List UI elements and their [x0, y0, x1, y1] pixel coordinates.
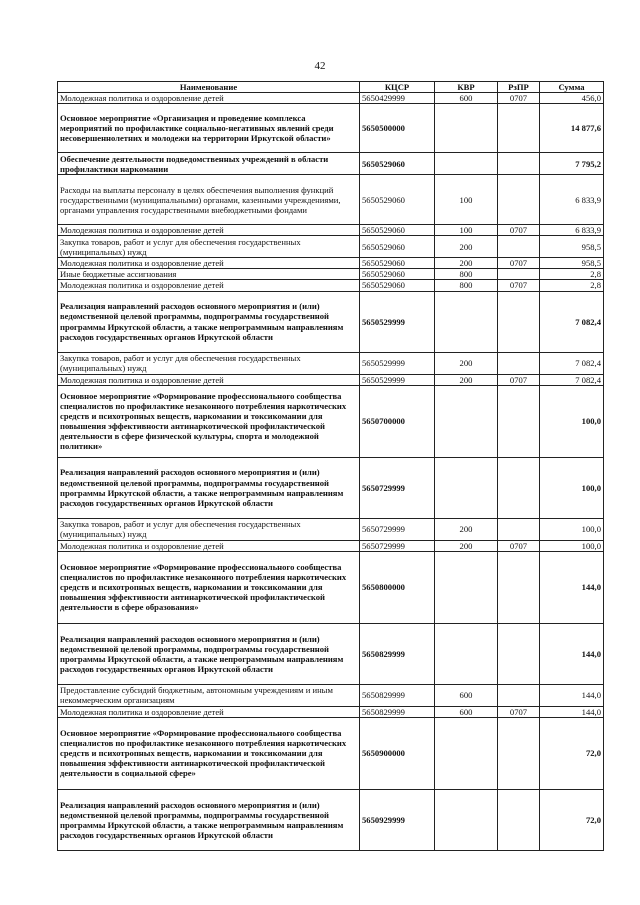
header-rzpr: РзПР [498, 82, 540, 93]
table-row [58, 93, 604, 104]
table-row [58, 104, 604, 153]
cell-kcsr: 5650529060 [360, 175, 435, 225]
table-row [58, 684, 604, 706]
cell-rzpr [498, 518, 540, 540]
cell-kvr: 200 [435, 518, 498, 540]
cell-kvr: 100 [435, 225, 498, 236]
table-row [58, 706, 604, 717]
cell-rzpr: 0707 [498, 258, 540, 269]
cell-kcsr: 5650829999 [360, 684, 435, 706]
cell-sum: 456,0 [540, 93, 604, 104]
cell-name: Молодежная политика и оздоровление детей [58, 374, 360, 385]
cell-kvr: 600 [435, 684, 498, 706]
cell-kcsr: 5650800000 [360, 551, 435, 623]
table-row [58, 385, 604, 457]
cell-rzpr [498, 153, 540, 175]
cell-kvr [435, 623, 498, 684]
cell-kcsr: 5650529060 [360, 153, 435, 175]
cell-sum: 100,0 [540, 385, 604, 457]
cell-kcsr: 5650529999 [360, 374, 435, 385]
cell-kvr: 200 [435, 258, 498, 269]
cell-kvr: 200 [435, 236, 498, 258]
cell-sum: 144,0 [540, 684, 604, 706]
table-row [58, 280, 604, 291]
cell-sum: 7 082,4 [540, 374, 604, 385]
cell-rzpr [498, 104, 540, 153]
cell-kcsr: 5650929999 [360, 789, 435, 850]
cell-kcsr: 5650829999 [360, 706, 435, 717]
table-row [58, 225, 604, 236]
cell-kcsr: 5650729999 [360, 540, 435, 551]
cell-rzpr [498, 551, 540, 623]
cell-kvr: 600 [435, 706, 498, 717]
cell-rzpr: 0707 [498, 225, 540, 236]
table-row [58, 258, 604, 269]
cell-kcsr: 5650529999 [360, 352, 435, 374]
header-kvr: КВР [435, 82, 498, 93]
cell-rzpr [498, 457, 540, 518]
cell-sum: 100,0 [540, 457, 604, 518]
cell-rzpr: 0707 [498, 93, 540, 104]
cell-kvr: 200 [435, 374, 498, 385]
cell-name: Основное мероприятие «Формирование профессионального сообщества специалистов по профилактике незаконного потребления наркотических средств и психотропных веществ, наркомании и токсикомании для повышения эффективности антинаркотической профилактической деятельности в сфере образования» [58, 551, 360, 623]
cell-name: Закупка товаров, работ и услуг для обеспечения государственных (муниципальных) нужд [58, 518, 360, 540]
header-sum: Сумма [540, 82, 604, 93]
cell-name: Обеспечение деятельности подведомственных учреждений в области профилактики наркомании [58, 153, 360, 175]
cell-sum: 100,0 [540, 540, 604, 551]
cell-name: Закупка товаров, работ и услуг для обеспечения государственных (муниципальных) нужд [58, 236, 360, 258]
table-row [58, 518, 604, 540]
table-row [58, 175, 604, 225]
page-number: 42 [314, 60, 326, 72]
cell-kcsr: 5650729999 [360, 457, 435, 518]
cell-sum: 7 795,2 [540, 153, 604, 175]
cell-kvr [435, 457, 498, 518]
cell-sum: 14 877,6 [540, 104, 604, 153]
cell-kvr: 200 [435, 352, 498, 374]
cell-rzpr [498, 236, 540, 258]
budget-table [57, 81, 604, 851]
cell-rzpr [498, 175, 540, 225]
table-row [58, 352, 604, 374]
cell-name: Реализация направлений расходов основного мероприятия и (или) ведомственной целевой программы, подпрограммы государственной программы Иркутской области, а также непрограммным направлениям расходов государственных органов Иркутской области [58, 291, 360, 352]
cell-sum: 2,8 [540, 280, 604, 291]
cell-sum: 72,0 [540, 717, 604, 789]
table-row [58, 551, 604, 623]
cell-sum: 958,5 [540, 258, 604, 269]
table-row [58, 374, 604, 385]
table-row [58, 717, 604, 789]
cell-rzpr [498, 684, 540, 706]
cell-sum: 7 082,4 [540, 352, 604, 374]
cell-name: Реализация направлений расходов основного мероприятия и (или) ведомственной целевой программы, подпрограммы государственной программы Иркутской области, а также непрограммным направлениям расходов государственных органов Иркутской области [58, 623, 360, 684]
cell-name: Молодежная политика и оздоровление детей [58, 280, 360, 291]
cell-rzpr: 0707 [498, 540, 540, 551]
cell-kcsr: 5650529999 [360, 291, 435, 352]
cell-sum: 7 082,4 [540, 291, 604, 352]
cell-name: Основное мероприятие «Организация и проведение комплекса мероприятий по профилактике социально-негативных явлений среди несовершеннолетних и молодежи на территории Иркутской области» [58, 104, 360, 153]
cell-name: Предоставление субсидий бюджетным, автономным учреждениям и иным некоммерческим организациям [58, 684, 360, 706]
cell-sum: 6 833,9 [540, 175, 604, 225]
cell-rzpr: 0707 [498, 280, 540, 291]
cell-name: Основное мероприятие «Формирование профессионального сообщества специалистов по профилактике незаконного потребления наркотических средств и психотропных веществ, наркомании и токсикомании для повышения эффективности антинаркотической профилактической деятельности в социальной сфере» [58, 717, 360, 789]
cell-name: Молодежная политика и оздоровление детей [58, 225, 360, 236]
table-row [58, 236, 604, 258]
cell-kcsr: 5650429999 [360, 93, 435, 104]
table-body [58, 93, 604, 851]
table-row [58, 623, 604, 684]
cell-name: Реализация направлений расходов основного мероприятия и (или) ведомственной целевой программы, подпрограммы государственной программы Иркутской области, а также непрограммным направлениям расходов государственных органов Иркутской области [58, 457, 360, 518]
cell-kvr [435, 104, 498, 153]
cell-rzpr [498, 623, 540, 684]
cell-name: Расходы на выплаты персоналу в целях обеспечения выполнения функций государственными (муниципальными) органами, казенными учреждениями, органами управления государственными внебюджетными фондами [58, 175, 360, 225]
cell-kcsr: 5650500000 [360, 104, 435, 153]
cell-sum: 2,8 [540, 269, 604, 280]
cell-kvr [435, 153, 498, 175]
table-row [58, 269, 604, 280]
cell-kcsr: 5650529060 [360, 225, 435, 236]
cell-kvr [435, 291, 498, 352]
cell-sum: 6 833,9 [540, 225, 604, 236]
cell-name: Реализация направлений расходов основного мероприятия и (или) ведомственной целевой программы, подпрограммы государственной программы Иркутской области, а также непрограммным направлениям расходов государственных органов Иркутской области [58, 789, 360, 850]
table-header-row [58, 82, 604, 93]
cell-kvr [435, 551, 498, 623]
cell-kvr: 200 [435, 540, 498, 551]
cell-sum: 100,0 [540, 518, 604, 540]
cell-sum: 144,0 [540, 551, 604, 623]
cell-kcsr: 5650529060 [360, 236, 435, 258]
cell-name: Закупка товаров, работ и услуг для обеспечения государственных (муниципальных) нужд [58, 352, 360, 374]
cell-rzpr [498, 291, 540, 352]
table-row [58, 789, 604, 850]
cell-rzpr: 0707 [498, 706, 540, 717]
cell-kvr: 600 [435, 93, 498, 104]
cell-kcsr: 5650700000 [360, 385, 435, 457]
cell-rzpr [498, 269, 540, 280]
cell-rzpr [498, 385, 540, 457]
cell-rzpr: 0707 [498, 374, 540, 385]
cell-name: Молодежная политика и оздоровление детей [58, 93, 360, 104]
cell-rzpr [498, 352, 540, 374]
cell-kvr: 800 [435, 280, 498, 291]
header-name: Наименование [58, 82, 360, 93]
table-row [58, 540, 604, 551]
cell-kvr [435, 789, 498, 850]
table-row [58, 291, 604, 352]
cell-name: Иные бюджетные ассигнования [58, 269, 360, 280]
cell-kvr [435, 717, 498, 789]
cell-sum: 72,0 [540, 789, 604, 850]
cell-kcsr: 5650900000 [360, 717, 435, 789]
cell-kcsr: 5650729999 [360, 518, 435, 540]
cell-kvr [435, 385, 498, 457]
cell-kcsr: 5650529060 [360, 269, 435, 280]
cell-rzpr [498, 717, 540, 789]
cell-kcsr: 5650529060 [360, 280, 435, 291]
table-row [58, 153, 604, 175]
cell-sum: 144,0 [540, 706, 604, 717]
cell-name: Молодежная политика и оздоровление детей [58, 258, 360, 269]
cell-kcsr: 5650529060 [360, 258, 435, 269]
cell-kcsr: 5650829999 [360, 623, 435, 684]
cell-name: Основное мероприятие «Формирование профессионального сообщества специалистов по профилактике незаконного потребления наркотических средств и психотропных веществ, наркомании и токсикомании для повышения эффективности антинаркотической профилактической деятельности в сфере физической культуры, спорта и молодежной политики» [58, 385, 360, 457]
cell-kvr: 800 [435, 269, 498, 280]
cell-sum: 144,0 [540, 623, 604, 684]
cell-name: Молодежная политика и оздоровление детей [58, 540, 360, 551]
cell-kvr: 100 [435, 175, 498, 225]
cell-name: Молодежная политика и оздоровление детей [58, 706, 360, 717]
table-row [58, 457, 604, 518]
cell-sum: 958,5 [540, 236, 604, 258]
cell-rzpr [498, 789, 540, 850]
header-kcsr: КЦСР [360, 82, 435, 93]
